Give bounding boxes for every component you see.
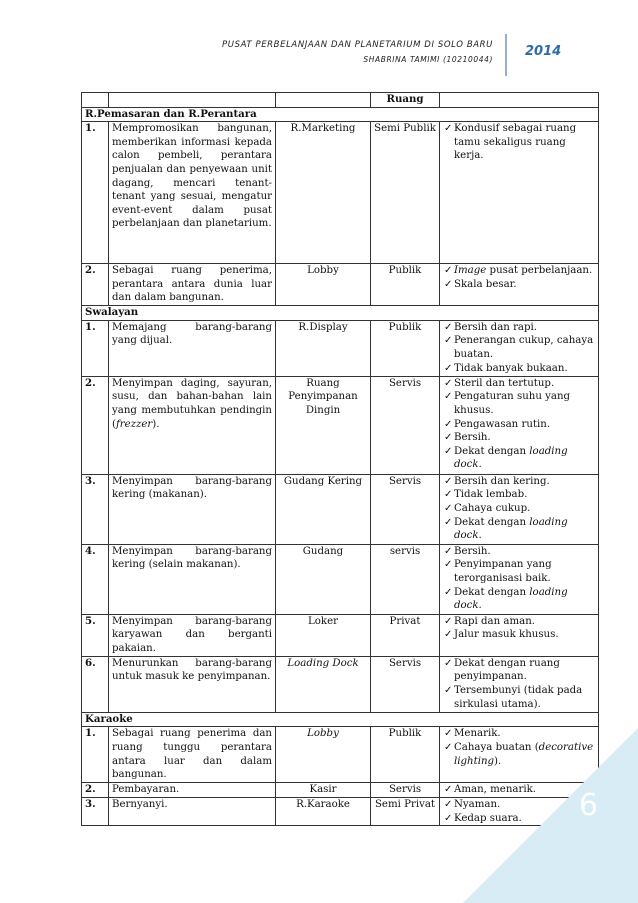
room-type-cell: Publik [371, 727, 440, 783]
requirement-text: Penerangan cukup, cahaya buatan. [454, 335, 594, 360]
room-type-cell: servis [371, 544, 440, 614]
header-cell [109, 93, 276, 108]
requirements-cell [440, 544, 599, 614]
check-icon: ✓ [444, 684, 453, 696]
requirement-item [443, 516, 595, 543]
check-icon: ✓ [444, 489, 453, 501]
activity-table [81, 92, 599, 826]
requirement-item [443, 586, 595, 613]
room-type-cell: Publik [371, 320, 440, 376]
requirement-text: Tidak lembab. [454, 489, 528, 501]
requirement-item [443, 418, 595, 432]
row-number: 2. [82, 783, 109, 798]
requirements-cell [440, 376, 599, 474]
check-icon: ✓ [444, 321, 453, 333]
requirement-text: Dekat dengan ruang penyimpanan. [454, 657, 560, 683]
table-row [82, 474, 599, 544]
check-icon: ✓ [444, 615, 453, 627]
row-number: 1. [82, 122, 109, 264]
activity-cell: Memajang barang-barang yang dijual. [109, 320, 276, 376]
requirement-item [443, 377, 595, 391]
row-number: 3. [82, 474, 109, 544]
row-number: 6. [82, 656, 109, 712]
row-number: 2. [82, 264, 109, 306]
requirement-item [443, 445, 595, 472]
requirement-text: Dekat dengan loading dock. [454, 516, 568, 542]
activity-cell: Menyimpan barang-barang kering (makanan). [109, 474, 276, 544]
check-icon: ✓ [444, 278, 453, 290]
room-cell: Loading Dock [276, 656, 371, 712]
header-divider [505, 34, 507, 76]
requirement-text: Tidak banyak bukaan. [454, 362, 568, 374]
room-cell: Gudang Kering [276, 474, 371, 544]
activity-cell: Sebagai ruang penerima dan ruang tunggu perantara antara luar dan dalam bangunan. [109, 727, 276, 783]
activity-cell: Menyimpan barang-barang karyawan dan berganti pakaian. [109, 614, 276, 656]
requirement-item [443, 615, 595, 629]
requirement-text: Penyimpanan yang terorganisasi baik. [454, 559, 552, 584]
requirement-item [443, 502, 595, 516]
requirement-item [443, 334, 595, 361]
requirement-text: Pengaturan suhu yang khusus. [454, 391, 571, 416]
table-row [82, 656, 599, 712]
row-number: 5. [82, 614, 109, 656]
room-type-cell: Publik [371, 264, 440, 306]
check-icon: ✓ [444, 728, 453, 740]
room-type-cell: Semi Publik [371, 122, 440, 264]
check-icon: ✓ [444, 784, 453, 796]
requirement-text: Bersih dan kering. [454, 475, 550, 487]
requirements-cell [440, 474, 599, 544]
check-icon: ✓ [444, 559, 453, 571]
table-row [82, 320, 599, 376]
activity-cell: Menyimpan daging, sayuran, susu, dan bahan-bahan lain yang membutuhkan pendingin (frezzer). [109, 376, 276, 474]
header-cell [440, 93, 599, 108]
requirement-item [443, 362, 595, 376]
requirement-text: Bersih. [454, 545, 491, 557]
requirement-text: Tersembunyi (tidak pada sirkulasi utama). [454, 684, 583, 710]
room-type-cell: Privat [371, 614, 440, 656]
check-icon: ✓ [444, 741, 453, 753]
requirement-item [443, 558, 595, 585]
requirement-item [443, 321, 595, 335]
section-row [82, 107, 599, 122]
check-icon: ✓ [444, 475, 453, 487]
row-number: 4. [82, 544, 109, 614]
check-icon: ✓ [444, 516, 453, 528]
room-type-cell: Servis [371, 474, 440, 544]
room-type-cell: Semi Privat [371, 797, 440, 825]
check-icon: ✓ [444, 545, 453, 557]
room-cell: Gudang [276, 544, 371, 614]
requirements-cell [440, 656, 599, 712]
document-title: PUSAT PERBELANJAAN DAN PLANETARIUM DI SOLO BARU [222, 40, 493, 50]
table-row [82, 376, 599, 474]
activity-cell: Bernyanyi. [109, 797, 276, 825]
requirement-item [443, 545, 595, 559]
check-icon: ✓ [444, 391, 453, 403]
requirement-item [443, 628, 595, 642]
section-title: R.Pemasaran dan R.Perantara [82, 107, 599, 122]
requirement-text: Cahaya cukup. [454, 502, 531, 514]
requirement-text: Jalur masuk khusus. [454, 629, 559, 641]
requirement-item [443, 390, 595, 417]
requirement-text: Dekat dengan loading dock. [454, 445, 568, 471]
requirement-text: Kondusif sebagai ruang tamu sekaligus ruang kerja. [454, 123, 577, 162]
requirement-item [443, 431, 595, 445]
table-header-row [82, 93, 599, 108]
row-number: 1. [82, 320, 109, 376]
room-type-cell: Servis [371, 783, 440, 798]
year-label: 2014 [525, 44, 562, 59]
page-header [0, 0, 638, 80]
requirement-text: Skala besar. [454, 278, 517, 290]
requirement-text: Menarik. [454, 728, 501, 740]
check-icon: ✓ [444, 362, 453, 374]
author-line: SHABRINA TAMIMI (10210044) [363, 55, 493, 64]
activity-cell: Mempromosikan bangunan, memberikan informasi kepada calon pembeli, perantara penjualan dan penyewaan unit dagang, mencari tenant-tenant yang sesuai, mengatur event-event dalam pusat perbelanjaan dan planetarium. [109, 122, 276, 264]
room-cell: Loker [276, 614, 371, 656]
requirement-item [443, 657, 595, 684]
header-cell [276, 93, 371, 108]
requirement-item [443, 278, 595, 292]
row-number: 3. [82, 797, 109, 825]
check-icon: ✓ [444, 657, 453, 669]
check-icon: ✓ [444, 418, 453, 430]
section-row [82, 306, 599, 321]
check-icon: ✓ [444, 586, 453, 598]
room-cell: R.Karaoke [276, 797, 371, 825]
requirement-item [443, 684, 595, 711]
requirement-item [443, 488, 595, 502]
check-icon: ✓ [444, 812, 453, 824]
check-icon: ✓ [444, 629, 453, 641]
row-number: 2. [82, 376, 109, 474]
check-icon: ✓ [444, 265, 453, 277]
header-cell-ruang: Ruang [371, 93, 440, 108]
requirements-cell [440, 122, 599, 264]
requirement-text: Bersih dan rapi. [454, 321, 538, 333]
requirements-cell [440, 264, 599, 306]
check-icon: ✓ [444, 798, 453, 810]
requirement-text: Nyaman. [454, 798, 501, 810]
header-cell [82, 93, 109, 108]
page-number: 6 [578, 788, 598, 823]
room-cell: Lobby [276, 727, 371, 783]
check-icon: ✓ [444, 335, 453, 347]
requirement-text: Kedap suara. [454, 812, 522, 824]
requirement-text: Pengawasan rutin. [454, 418, 551, 430]
check-icon: ✓ [444, 432, 453, 444]
activity-cell: Menurunkan barang-barang untuk masuk ke penyimpanan. [109, 656, 276, 712]
room-cell: Kasir [276, 783, 371, 798]
room-cell: R.Marketing [276, 122, 371, 264]
table-row [82, 614, 599, 656]
activity-cell: Pembayaran. [109, 783, 276, 798]
check-icon: ✓ [444, 377, 453, 389]
section-row [82, 712, 599, 727]
room-cell: Lobby [276, 264, 371, 306]
room-type-cell: Servis [371, 376, 440, 474]
activity-cell: Menyimpan barang-barang kering (selain makanan). [109, 544, 276, 614]
requirement-text: Cahaya buatan (decorative lighting). [454, 741, 594, 767]
check-icon: ✓ [444, 502, 453, 514]
section-title: Swalayan [82, 306, 599, 321]
section-title: Karaoke [82, 712, 599, 727]
requirement-item [443, 122, 595, 163]
activity-cell: Sebagai ruang penerima, perantara antara dunia luar dan dalam bangunan. [109, 264, 276, 306]
table-row [82, 544, 599, 614]
row-number: 1. [82, 727, 109, 783]
table-row [82, 122, 599, 264]
requirement-text: Rapi dan aman. [454, 615, 535, 627]
requirement-text: Steril dan tertutup. [454, 377, 555, 389]
room-type-cell: Servis [371, 656, 440, 712]
room-cell: R.Display [276, 320, 371, 376]
check-icon: ✓ [444, 445, 453, 457]
corner-decoration [463, 728, 638, 903]
check-icon: ✓ [444, 123, 453, 135]
table-row [82, 264, 599, 306]
requirement-text: Bersih. [454, 432, 491, 444]
requirement-text: Aman, menarik. [454, 784, 536, 796]
requirement-item [443, 264, 595, 278]
requirements-cell [440, 320, 599, 376]
room-cell: Ruang Penyimpanan Dingin [276, 376, 371, 474]
requirement-item [443, 475, 595, 489]
requirements-cell [440, 614, 599, 656]
requirement-text: Image pusat perbelanjaan. [454, 265, 593, 277]
requirement-text: Dekat dengan loading dock. [454, 586, 568, 612]
